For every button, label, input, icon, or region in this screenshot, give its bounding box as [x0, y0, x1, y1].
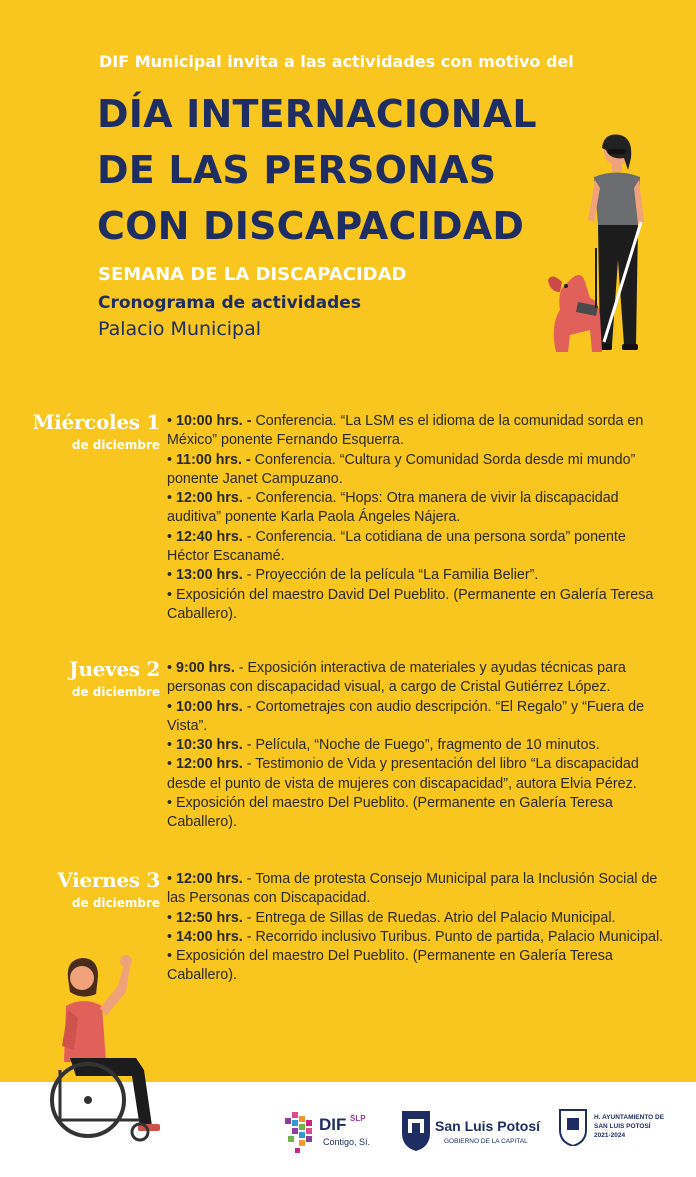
- day-heading-2: [20, 657, 160, 699]
- day-month: de diciembre: [71, 438, 160, 452]
- day-name: Jueves 2: [69, 657, 160, 681]
- venue-text: Palacio Municipal: [98, 318, 262, 340]
- san-luis-potosi-logo: [398, 1103, 548, 1155]
- day-month: de diciembre: [71, 896, 160, 910]
- activity-item: • 12:00 hrs. - Testimonio de Vida y presentación del libro “La discapacidad desde el punto de vista de mujeres con discapacidad”, autora Elvia Pérez.: [167, 756, 639, 792]
- activity-item: • 13:00 hrs. - Proyección de la película “La Familia Belier”.: [167, 567, 539, 584]
- activity-item: • Exposición del maestro Del Pueblito. (Permanente en Galería Teresa Caballero).: [167, 948, 613, 984]
- woman-with-guide-dog-illustration: [540, 130, 660, 365]
- dif-name: DIF: [319, 1115, 347, 1134]
- ayuntamiento-logo: [558, 1106, 688, 1146]
- intro-text: DIF Municipal invita a las actividades con motivo del: [99, 52, 574, 71]
- activity-item: • 12:00 hrs. - Conferencia. “Hops: Otra manera de vivir la discapacidad auditiva” ponente Karla Paola Ángeles Nájera.: [167, 490, 619, 526]
- ayto-line-1: H. AYUNTAMIENTO DE: [594, 1114, 665, 1121]
- dif-slogan: Contigo, Sí.: [323, 1137, 371, 1147]
- activity-item: • 10:30 hrs. - Película, “Noche de Fuego”, fragmento de 10 minutos.: [167, 737, 600, 754]
- week-heading: SEMANA DE LA DISCAPACIDAD: [98, 264, 407, 285]
- schedule-heading: Cronograma de actividades: [98, 293, 361, 313]
- ayto-line-3: 2021-2024: [594, 1132, 626, 1139]
- slp-sub: GOBIERNO DE LA CAPITAL: [444, 1138, 528, 1145]
- day-month: de diciembre: [71, 685, 160, 699]
- activity-list-day-3: [167, 870, 667, 986]
- activity-item: • Exposición del maestro Del Pueblito. (Permanente en Galería Teresa Caballero).: [167, 795, 613, 831]
- slp-name: San Luis Potosí: [435, 1118, 541, 1134]
- activity-item: • 11:00 hrs. - Conferencia. “Cultura y Comunidad Sorda desde mi mundo” ponente Janet Campuzano.: [167, 451, 636, 487]
- activity-item: • Exposición del maestro David Del Pueblito. (Permanente en Galería Teresa Caballero).: [167, 586, 654, 622]
- dif-slp-logo: [283, 1106, 393, 1156]
- wheelchair-user-illustration: [40, 950, 200, 1150]
- dif-sup: SLP: [350, 1114, 366, 1123]
- activity-item: • 9:00 hrs. - Exposición interactiva de materiales y ayudas técnicas para personas con discapacidad visual, a cargo de Cristal Gutiérrez López.: [167, 660, 626, 696]
- dif-mosaic-icon: [285, 1112, 312, 1153]
- activity-list-day-2: [167, 659, 667, 833]
- main-title: [97, 86, 567, 254]
- day-name: Miércoles 1: [32, 410, 160, 434]
- day-heading-1: [20, 410, 160, 452]
- activity-item: • 12:40 hrs. - Conferencia. “La cotidiana de una persona sorda” ponente Héctor Escanamé.: [167, 528, 626, 565]
- activity-item: • 10:00 hrs. - Conferencia. “La LSM es el idioma de la comunidad sorda en México” ponente Fernando Esquerra.: [167, 413, 644, 449]
- ayto-line-2: SAN LUIS POTOSÍ: [594, 1123, 651, 1130]
- title-line-1: DÍA INTERNACIONAL: [97, 92, 537, 136]
- activity-item: • 10:00 hrs. - Cortometrajes con audio descripción. “El Regalo” y “Fuera de Vista”.: [167, 698, 645, 734]
- activity-item: • 14:00 hrs. - Recorrido inclusivo Turibus. Punto de partida, Palacio Municipal.: [167, 928, 664, 945]
- title-line-2: DE LAS PERSONAS: [97, 148, 497, 192]
- title-line-3: CON DISCAPACIDAD: [97, 204, 525, 248]
- day-heading-3: [20, 868, 160, 910]
- activity-list-day-1: [167, 412, 667, 624]
- day-name: Viernes 3: [57, 868, 160, 892]
- activity-item: • 12:00 hrs. - Toma de protesta Consejo Municipal para la Inclusión Social de las Personas con Discapacidad.: [167, 871, 658, 907]
- activity-item: • 12:50 hrs. - Entrega de Sillas de Ruedas. Atrio del Palacio Municipal.: [167, 909, 616, 926]
